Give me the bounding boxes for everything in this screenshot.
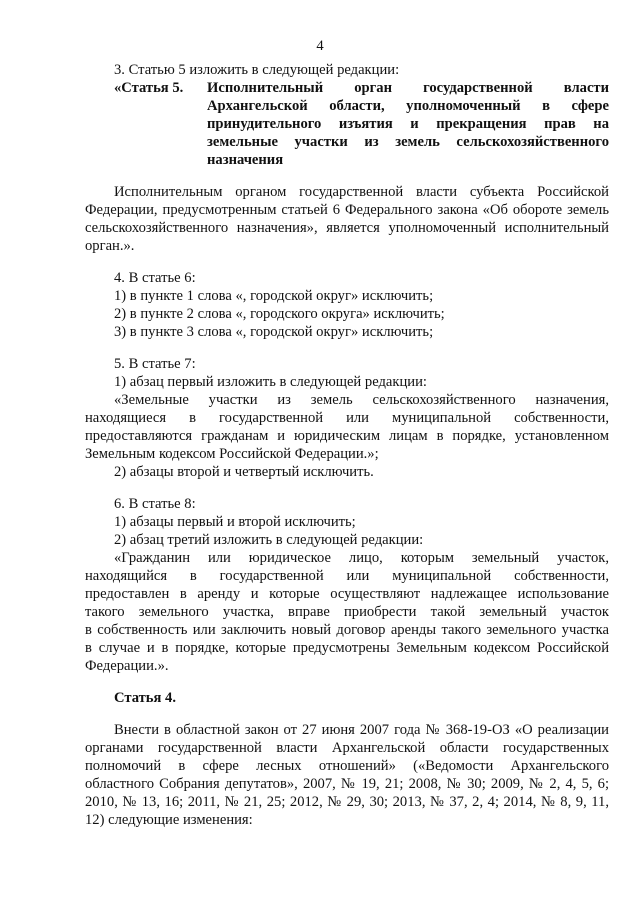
article5-title-line: принудительного изъятия и прекращения прав на [207,116,609,132]
article4-body-line: полномочий в сфере лесных отношений» («Ведомости Архангельского [85,758,609,774]
article5-title-line: Архангельской области, уполномоченный в сфере [207,98,609,114]
item6-point2: 2) абзац третий изложить в следующей редакции: [114,532,424,548]
item6-quote-line: Федерации.». [85,658,169,674]
article5-body-line: Федерации, предусмотренным статьей 6 Федерального закона «Об обороте земель [85,202,609,218]
item4-point: 1) в пункте 1 слова «, городской округ» исключить; [114,288,434,304]
article5-title-line: земельные участки из земель сельскохозяйственного [207,134,609,150]
item5-quote-line: предоставляются гражданам и юридическим лицам в порядке, установленном [85,428,609,444]
item4-point: 3) в пункте 3 слова «, городской округ» исключить; [114,324,434,340]
article5-body-line: орган.». [85,238,135,254]
item5-quote-line: «Земельные участки из земель сельскохозяйственного назначения, [114,392,609,408]
article4-body-line: органами государственной власти Архангельской области государственных [85,740,609,756]
page-number: 4 [316,38,324,54]
article4-heading: Статья 4. [114,690,176,706]
article5-title-line: назначения [207,152,284,168]
item3-intro: 3. Статью 5 изложить в следующей редакции: [114,62,400,78]
item5-quote-line: находящиеся в государственной или муниципальной собственности, [85,410,609,426]
article4-body-line: Внести в областной закон от 27 июня 2007 года № 368-19-ОЗ «О реализации [114,722,609,738]
item6-quote-line: в собственность или заключить новый договор аренды такого земельного участка [85,622,609,638]
item5-intro: 5. В статье 7: [114,356,196,372]
article5-body-line: сельскохозяйственного назначения», является уполномоченный исполнительный [85,220,609,236]
item6-point1: 1) абзацы первый и второй исключить; [114,514,356,530]
item6-quote-line: в случае и в порядке, которые предусмотрены Земельным кодексом Российской [85,640,609,656]
item6-quote-line: такого земельного участка, вправе приобрести такой земельный участок [85,604,609,620]
article4-body-line: 2010, № 13, 16; 2011, № 21, 25; 2012, № 29, 30; 2013, № 37, 2, 4; 2014, № 8, 9, 11, [85,794,609,810]
item6-quote-line: предоставлен в аренду и которые осуществляют надлежащее использование [85,586,609,602]
article5-title-line: Исполнительный орган государственной власти [207,80,609,96]
item5-point1: 1) абзац первый изложить в следующей редакции: [114,374,427,390]
item5-point2: 2) абзацы второй и четвертый исключить. [114,464,374,480]
item4-intro: 4. В статье 6: [114,270,196,286]
article5-label: «Статья 5. [114,80,184,96]
item6-intro: 6. В статье 8: [114,496,196,512]
item6-quote-line: находящийся в государственной или муниципальной собственности, [85,568,609,584]
item6-quote-line: «Гражданин или юридическое лицо, которым земельный участок, [114,550,609,566]
article5-body-line: Исполнительным органом государственной власти субъекта Российской [114,184,609,200]
article4-body-line: областного Собрания депутатов», 2007, № 19, 21; 2008, № 30; 2009, № 2, 4, 5, 6; [85,776,609,792]
item5-quote-line: Земельным кодексом Российской Федерации.»; [85,446,379,462]
item4-point: 2) в пункте 2 слова «, городского округа» исключить; [114,306,445,322]
article4-body-line: 12) следующие изменения: [85,812,253,828]
